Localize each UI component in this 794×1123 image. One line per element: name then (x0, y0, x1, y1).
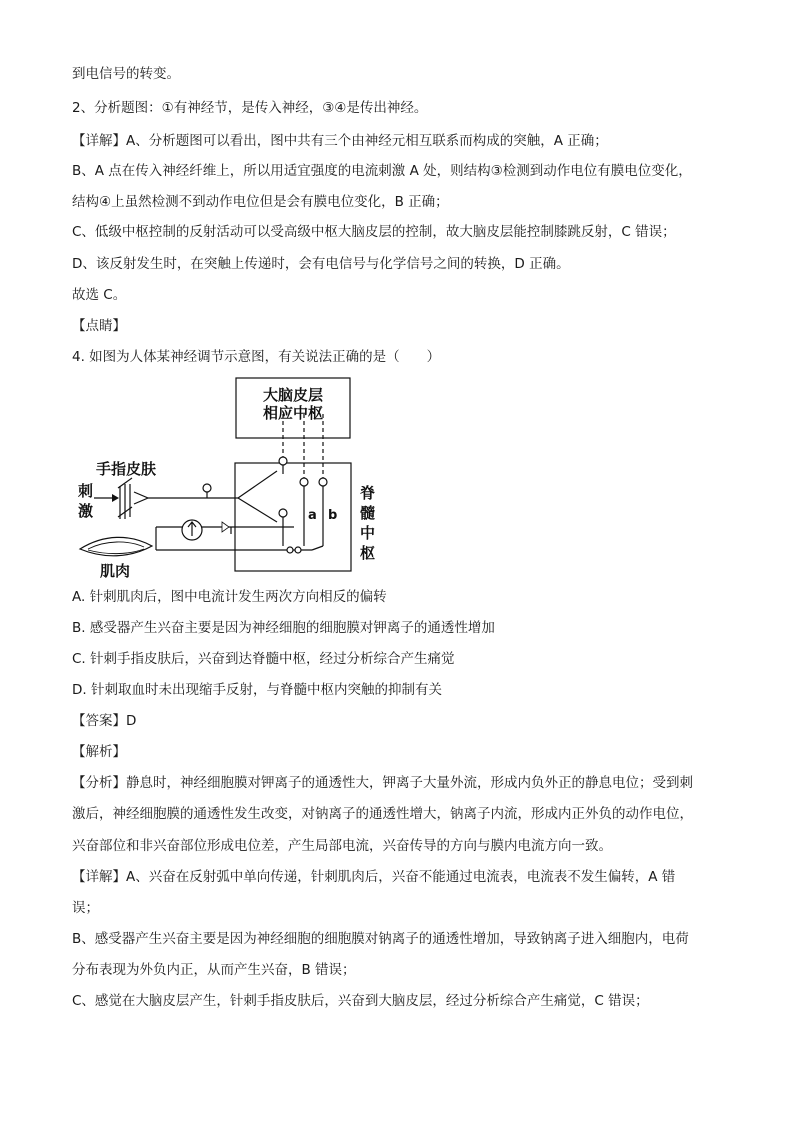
muscle-label: 肌肉 (100, 562, 131, 580)
text-line: D、该反射发生时，在突触上传递时，会有电信号与化学信号之间的转换，D 正确。 (72, 256, 570, 272)
brain-label: 相应中枢 (262, 404, 324, 422)
analysis-line: 【分析】静息时，神经细胞膜对钾离子的通透性大，钾离子大量外流，形成内负外正的静息电位；受到刺 (72, 775, 693, 791)
section-heading: 【点睛】 (72, 318, 126, 334)
skin-label: 手指皮肤 (96, 460, 157, 478)
analysis-heading: 【解析】 (72, 744, 126, 760)
spinal-label: 中 (360, 524, 376, 542)
analysis-line: C、感觉在大脑皮层产生，针刺手指皮肤后，兴奋到大脑皮层，经过分析综合产生痛觉，C 错误； (72, 993, 649, 1009)
answer: 【答案】D (72, 713, 137, 729)
spinal-label: 枢 (360, 544, 376, 562)
analysis-line: 误； (72, 900, 99, 916)
label-a: a (308, 508, 317, 523)
text-line: 到电信号的转变。 (72, 66, 180, 82)
text-line: 2、分析题图：①有神经节，是传入神经，③④是传出神经。 (72, 100, 428, 116)
analysis-line: 兴奋部位和非兴奋部位形成电位差，产生局部电流，兴奋传导的方向与膜内电流方向一致。 (72, 838, 612, 854)
text-line: 结构④上虽然检测不到动作电位但是会有膜电位变化，B 正确； (72, 194, 449, 210)
label-b: b (328, 508, 338, 523)
stimulus-label: 激 (78, 502, 94, 520)
question-stem: 4. 如图为人体某神经调节示意图，有关说法正确的是（ ） (72, 349, 441, 365)
text-line: 【详解】A、分析题图可以看出，图中共有三个由神经元相互联系而构成的突触，A 正确； (72, 133, 608, 149)
analysis-line: 激后，神经细胞膜的通透性发生改变，对钠离子的通透性增大，钠离子内流，形成内正外负的动作电位， (72, 806, 693, 822)
nerve-reflex-diagram (74, 374, 384, 580)
spinal-label: 髓 (360, 504, 376, 522)
option-b: B. 感受器产生兴奋主要是因为神经细胞的细胞膜对钾离子的通透性增加 (72, 620, 495, 636)
text-line: C、低级中枢控制的反射活动可以受高级中枢大脑皮层的控制，故大脑皮层能控制膝跳反射，C 错误； (72, 224, 676, 240)
analysis-line: B、感受器产生兴奋主要是因为神经细胞的细胞膜对钠离子的通透性增加，导致钠离子进入细胞内，电荷 (72, 931, 689, 947)
analysis-line: 分布表现为外负内正，从而产生兴奋，B 错误； (72, 962, 356, 978)
text-line: B、A 点在传入神经纤维上，所以用适宜强度的电流刺激 A 处，则结构③检测到动作电位有膜电位变化， (72, 163, 692, 179)
muscle-shape (80, 537, 152, 555)
spinal-label: 脊 (360, 484, 376, 502)
analysis-line: 【详解】A、兴奋在反射弧中单向传递，针刺肌肉后，兴奋不能通过电流表，电流表不发生偏转，A 错 (72, 869, 676, 885)
option-c: C. 针刺手指皮肤后，兴奋到达脊髓中枢，经过分析综合产生痛觉 (72, 651, 455, 667)
stimulus-label: 刺 (78, 482, 94, 500)
brain-label: 大脑皮层 (262, 386, 324, 404)
text-line: 故选 C。 (72, 287, 127, 303)
option-d: D. 针刺取血时未出现缩手反射，与脊髓中枢内突触的抑制有关 (72, 682, 442, 698)
option-a: A. 针刺肌肉后，图中电流计发生两次方向相反的偏转 (72, 589, 387, 605)
